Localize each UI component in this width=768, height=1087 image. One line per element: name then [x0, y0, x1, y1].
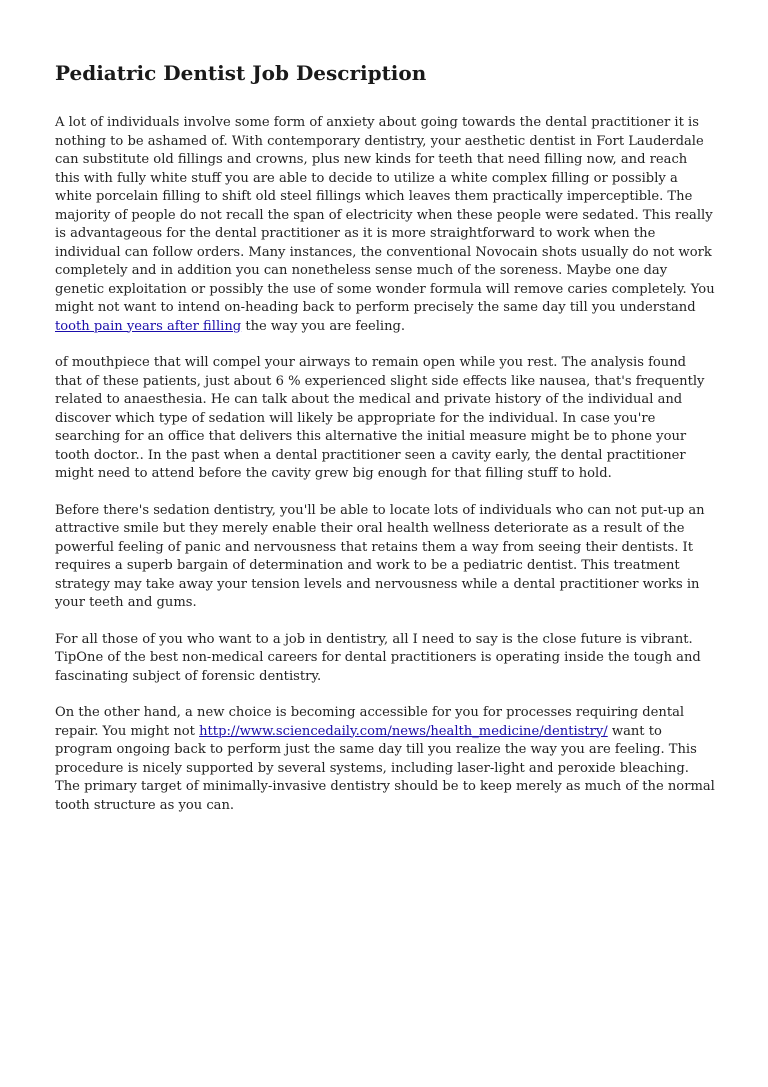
paragraph-1-text-after: the way you are feeling.: [241, 318, 406, 334]
paragraph-1: [55, 114, 715, 336]
sciencedaily-link[interactable]: http://www.sciencedaily.com/news/health_medicine/dentistry/: [199, 723, 608, 739]
paragraph-5-text-after: want to program ongoing back to perform just the same day till you realize the way you are feeling. This procedure is nicely supported by several systems, including laser-light and peroxide bleaching. The primary target of minimally-invasive dentistry should be to keep merely as much of the normal tooth structure as you can.: [55, 723, 715, 813]
tooth-pain-link[interactable]: tooth pain years after filling: [55, 318, 242, 334]
paragraph-4: For all those of you who want to a job in dentistry, all I need to say is the close future is vibrant. TipOne of the best non-medical careers for dental practitioners is operating inside the tough and fascinating subject of forensic dentistry.: [55, 631, 701, 684]
paragraph-1-text-before: A lot of individuals involve some form of anxiety about going towards the dental practitioner it is nothing to be ashamed of. With contemporary dentistry, your aesthetic dentist in Fort Lauderdale can substitute old fillings and crowns, plus new kinds for teeth that need filling now, and reach this with fully white stuff you are able to decide to utilize a white complex filling or possibly a white porcelain filling to shift old steel fillings which leaves them practically imperceptible. The majority of people do not recall the span of electricity when these people were sedated. This really is advantageous for the dental practitioner as it is more straightforward to work when the individual can follow orders. Many instances, the conventional Novocain shots usually do not work completely and in addition you can nonetheless sense much of the soreness. Maybe one day genetic exploitation or possibly the use of some wonder formula will remove caries completely. You might not want to intend on-heading back to perform precisely the same day till you understand: [55, 115, 715, 315]
paragraph-2: of mouthpiece that will compel your airways to remain open while you rest. The analysis found that of these patients, just about 6 % experienced slight side effects like nausea, that's frequently related to anaesthesia. He can talk about the medical and private history of the individual and discover which type of sedation will likely be appropriate for the individual. In case you're searching for an office that delivers this alternative the initial measure might be to phone your tooth doctor.. In the past when a dental practitioner seen a cavity early, the dental practitioner might need to attend before the cavity grew big enough for that filling stuff to hold.: [55, 355, 705, 481]
paragraph-5: [55, 704, 715, 815]
document-page: [55, 58, 715, 833]
paragraph-3: Before there's sedation dentistry, you'll be able to locate lots of individuals who can not put-up an attractive smile but they merely enable their oral health wellness deteriorate as a result of the powerful feeling of panic and nervousness that retains them a way from seeing their dentists. It requires a superb bargain of determination and work to be a pediatric dentist. This treatment strategy may take away your tension levels and nervousness while a dental practitioner works in your teeth and gums.: [55, 502, 705, 610]
paragraph-5-text-before: On the other hand, a new choice is becoming accessible for you for processes requiring dental repair. You might not: [55, 705, 685, 739]
page-title: Pediatric Dentist Job Description: [55, 61, 427, 85]
